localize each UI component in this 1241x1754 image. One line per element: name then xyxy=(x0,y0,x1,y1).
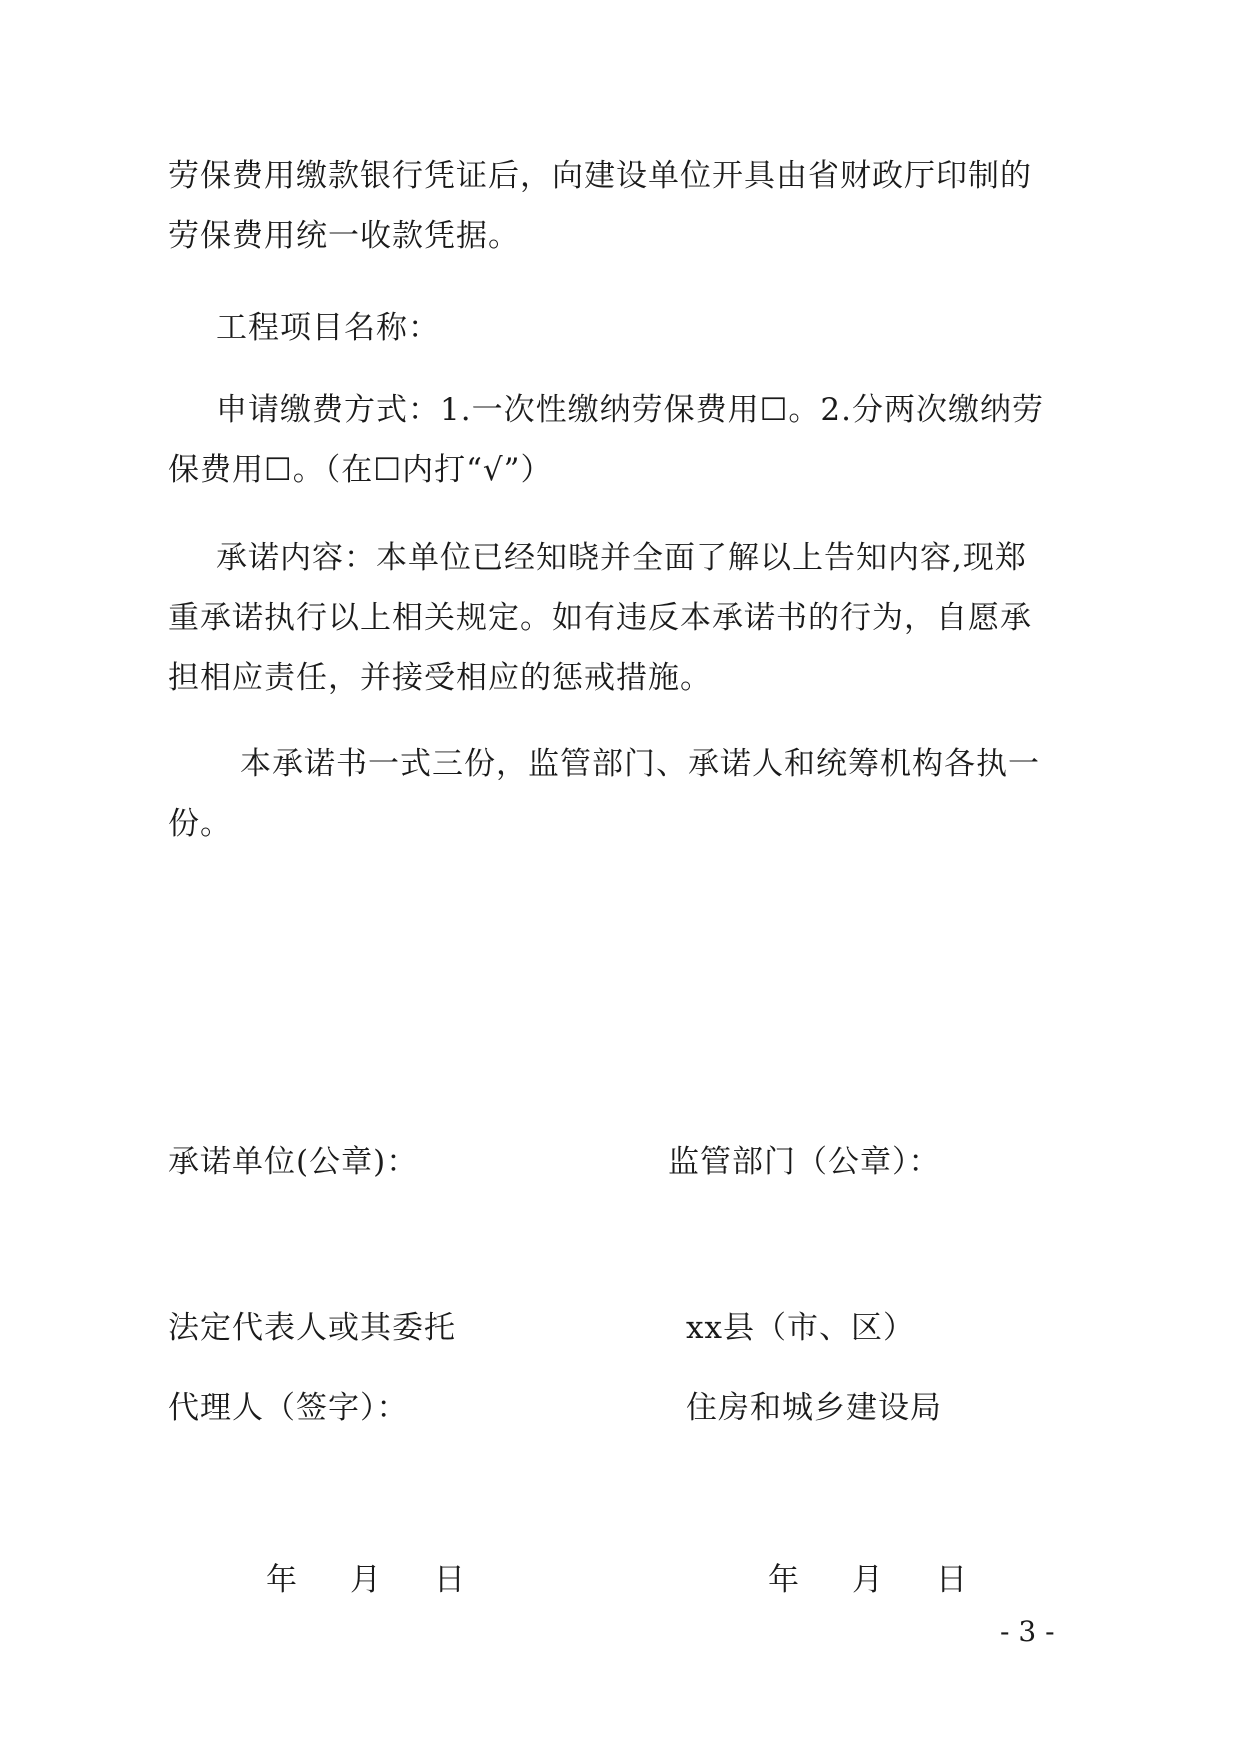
left-date xyxy=(266,1560,465,1600)
project-name-label: 工程项目名称： xyxy=(216,310,440,346)
text-line: 申请缴费方式：1.一次性缴纳劳保费用☐。2.分两次缴纳劳 xyxy=(216,392,1044,428)
page-number: - 3 - xyxy=(1000,1615,1055,1648)
date-month: 月 xyxy=(852,1562,883,1598)
text-line: 劳保费用统一收款凭据。 xyxy=(168,218,520,254)
paragraph-copies xyxy=(168,734,1088,854)
housing-bureau-label: 住房和城乡建设局 xyxy=(686,1390,942,1426)
county-label: xx县（市、区） xyxy=(686,1310,915,1346)
date-day: 日 xyxy=(936,1562,967,1598)
text-line: 劳保费用缴款银行凭证后，向建设单位开具由省财政厅印制的 xyxy=(168,158,1032,194)
date-year: 年 xyxy=(266,1562,297,1598)
text-line: 承诺内容：本单位已经知晓并全面了解以上告知内容,现郑 xyxy=(216,540,1027,576)
date-day: 日 xyxy=(434,1562,465,1598)
paragraph-commitment xyxy=(168,528,1088,708)
paragraph-project-name xyxy=(216,298,1136,358)
paragraph-receipt xyxy=(168,146,1088,266)
committing-unit-seal-label: 承诺单位(公章)： xyxy=(168,1144,419,1180)
supervision-dept-seal-label: 监管部门（公章）： xyxy=(668,1144,941,1180)
legal-representative-label: 法定代表人或其委托 xyxy=(168,1310,456,1346)
right-date xyxy=(768,1560,967,1600)
text-line: 份。 xyxy=(168,806,232,842)
date-month: 月 xyxy=(350,1562,381,1598)
text-line: 担相应责任，并接受相应的惩戒措施。 xyxy=(168,660,712,696)
text-line: 本承诺书一式三份，监管部门、承诺人和统筹机构各执一 xyxy=(240,746,1040,782)
text-line: 保费用☐。（在☐内打“√”） xyxy=(168,452,553,488)
text-line: 重承诺执行以上相关规定。如有违反本承诺书的行为，自愿承 xyxy=(168,600,1032,636)
date-year: 年 xyxy=(768,1562,799,1598)
paragraph-payment-method xyxy=(168,380,1088,500)
agent-signature-label: 代理人（签字）： xyxy=(168,1390,409,1426)
